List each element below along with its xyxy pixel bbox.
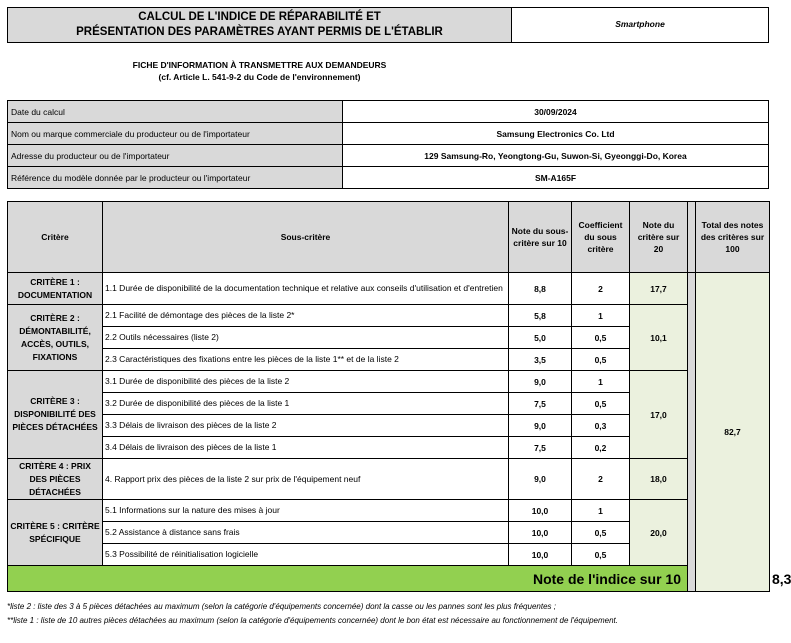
repairability-score-table	[7, 201, 791, 592]
product-category: Smartphone	[511, 7, 769, 43]
info-value: SM-A165F	[343, 167, 769, 189]
info-label: Nom ou marque commerciale du producteur ou de l'importateur	[8, 123, 343, 145]
header-note-sur-20: Note du critère sur 20	[630, 202, 688, 273]
header-total: Total des notes des critères sur 100	[696, 202, 770, 273]
subcriterion-label: 5.3 Possibilité de réinitialisation logicielle	[103, 544, 509, 566]
subcriterion-coefficient: 2	[572, 459, 630, 500]
legal-reference: (cf. Article L. 541-9-2 du Code de l'environnement)	[158, 72, 361, 82]
criterion-1-score: 17,7	[630, 273, 688, 305]
subcriterion-label: 3.1 Durée de disponibilité des pièces de la liste 2	[103, 371, 509, 393]
title-line-1: CALCUL DE L'INDICE DE RÉPARABILITÉ ET	[138, 11, 381, 23]
table-row	[8, 500, 770, 522]
subcriterion-note: 10,0	[509, 544, 572, 566]
header-sous-critere: Sous-critère	[103, 202, 509, 273]
subcriterion-coefficient: 0,3	[572, 415, 630, 437]
subcriterion-coefficient: 1	[572, 500, 630, 522]
criterion-2-score: 10,1	[630, 305, 688, 371]
form-subtitle: FICHE D'INFORMATION À TRANSMETTRE AUX DEMANDEURS	[132, 60, 387, 70]
producer-info-table	[7, 100, 769, 189]
column-gap	[688, 273, 696, 592]
subcriterion-note: 8,8	[509, 273, 572, 305]
subcriterion-coefficient: 2	[572, 273, 630, 305]
info-value: 30/09/2024	[343, 101, 769, 123]
subcriterion-label: 2.1 Facilité de démontage des pièces de la liste 2*	[103, 305, 509, 327]
header-gap	[688, 202, 696, 273]
subcriterion-label: 5.2 Assistance à distance sans frais	[103, 522, 509, 544]
subcriterion-note: 7,5	[509, 437, 572, 459]
table-row	[8, 459, 770, 500]
subcriterion-note: 5,8	[509, 305, 572, 327]
subcriterion-coefficient: 0,5	[572, 327, 630, 349]
info-value: Samsung Electronics Co. Ltd	[343, 123, 769, 145]
subcriterion-label: 5.1 Informations sur la nature des mises à jour	[103, 500, 509, 522]
subcriterion-coefficient: 0,2	[572, 437, 630, 459]
info-row-brand	[8, 123, 769, 145]
subcriterion-label: 3.4 Délais de livraison des pièces de la liste 1	[103, 437, 509, 459]
table-row	[8, 371, 770, 393]
document-title	[7, 7, 512, 43]
info-label: Date du calcul	[8, 101, 343, 123]
subcriterion-note: 5,0	[509, 327, 572, 349]
info-label: Adresse du producteur ou de l'importateur	[8, 145, 343, 167]
criterion-3-score: 17,0	[630, 371, 688, 459]
subcriterion-label: 1.1 Durée de disponibilité de la documentation technique et relative aux conseils d'utilisation et d'entretien	[103, 273, 509, 305]
info-row-model	[8, 167, 769, 189]
subcriterion-label: 3.3 Délais de livraison des pièces de la liste 2	[103, 415, 509, 437]
criterion-5-name: CRITÈRE 5 : CRITÈRE SPÉCIFIQUE	[8, 500, 103, 566]
subcriterion-coefficient: 0,5	[572, 349, 630, 371]
header-note-sur-10: Note du sous-critère sur 10	[509, 202, 572, 273]
subcriterion-note: 9,0	[509, 459, 572, 500]
final-score-label: Note de l'indice sur 10	[8, 566, 688, 592]
subcriterion-note: 10,0	[509, 522, 572, 544]
criterion-1-name: CRITÈRE 1 : DOCUMENTATION	[8, 273, 103, 305]
criterion-4-name: CRITÈRE 4 : PRIX DES PIÈCES DÉTACHÉES	[8, 459, 103, 500]
criterion-3-name: CRITÈRE 3 : DISPONIBILITÉ DES PIÈCES DÉTACHÉES	[8, 371, 103, 459]
footnote-list-1: **liste 1 : liste de 10 autres pièces détachées au maximum (selon la catégorie d'équipements concernée) dont le bon état est nécessaire au fonctionnement de l'équipement.	[7, 616, 618, 625]
info-row-date	[8, 101, 769, 123]
total-score-100: 82,7	[696, 273, 770, 592]
subcriterion-note: 9,0	[509, 415, 572, 437]
table-row	[8, 273, 770, 305]
title-line-2: PRÉSENTATION DES PARAMÈTRES AYANT PERMIS DE L'ÉTABLIR	[76, 26, 443, 38]
subcriterion-coefficient: 0,5	[572, 393, 630, 415]
subcriterion-note: 7,5	[509, 393, 572, 415]
footnote-list-2: *liste 2 : liste des 3 à 5 pièces détachées au maximum (selon la catégorie d'équipements concernée) dont la casse ou les pannes sont les plus fréquentes ;	[7, 602, 556, 611]
info-row-address	[8, 145, 769, 167]
subcriterion-coefficient: 0,5	[572, 544, 630, 566]
subcriterion-note: 3,5	[509, 349, 572, 371]
subcriterion-coefficient: 0,5	[572, 522, 630, 544]
info-value: 129 Samsung-Ro, Yeongtong-Gu, Suwon-Si, Gyeonggi-Do, Korea	[343, 145, 769, 167]
table-row	[8, 305, 770, 327]
criterion-4-score: 18,0	[630, 459, 688, 500]
criterion-2-name: CRITÈRE 2 : DÉMONTABILITÉ, ACCÈS, OUTILS, FIXATIONS	[8, 305, 103, 371]
info-label: Référence du modèle donnée par le producteur ou l'importateur	[8, 167, 343, 189]
subcriterion-note: 9,0	[509, 371, 572, 393]
header-critere: Critère	[8, 202, 103, 273]
subcriterion-coefficient: 1	[572, 371, 630, 393]
subcriterion-label: 3.2 Durée de disponibilité des pièces de la liste 1	[103, 393, 509, 415]
subcriterion-label: 2.3 Caractéristiques des fixations entre les pièces de la liste 1** et de la liste 2	[103, 349, 509, 371]
subcriterion-coefficient: 1	[572, 305, 630, 327]
final-score-row: Note de l'indice sur 10 8,3	[8, 566, 770, 592]
subcriterion-label: 4. Rapport prix des pièces de la liste 2 sur prix de l'équipement neuf	[103, 459, 509, 500]
criterion-5-score: 20,0	[630, 500, 688, 566]
subcriterion-note: 10,0	[509, 500, 572, 522]
header-coefficient: Coefficient du sous critère	[572, 202, 630, 273]
subcriterion-label: 2.2 Outils nécessaires (liste 2)	[103, 327, 509, 349]
